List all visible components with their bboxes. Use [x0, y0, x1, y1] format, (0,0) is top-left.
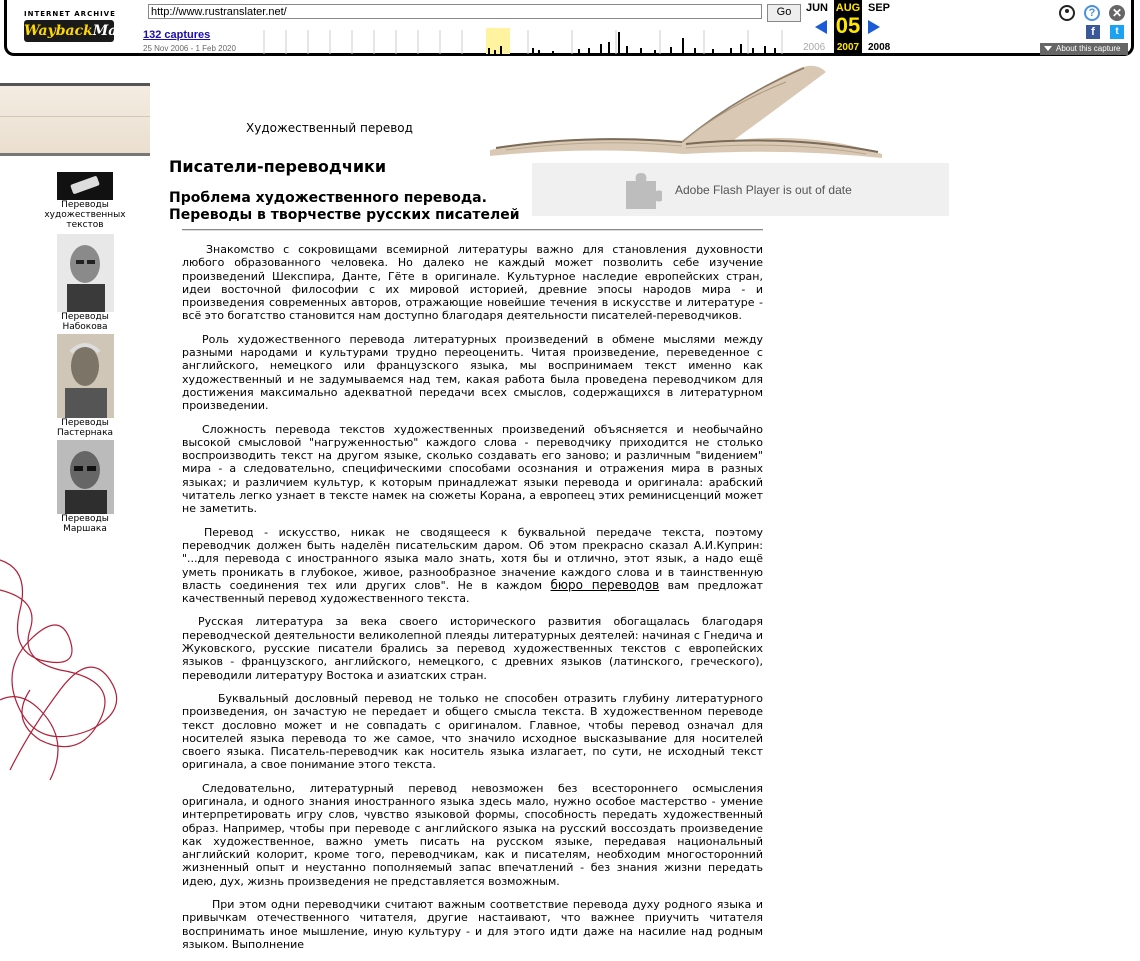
flash-message: Adobe Flash Player is out of date [675, 183, 852, 197]
sidebar [40, 172, 130, 534]
logo-caption: INTERNET ARCHIVE [24, 10, 116, 18]
wayback-logo[interactable] [24, 10, 161, 46]
marshak-portrait [57, 440, 114, 514]
prev-year: 2006 [803, 42, 826, 53]
divider [182, 229, 763, 231]
article-paragraph: Роль художественного перевода литературных произведений в обмене мыслями между разными народами и культурами трудно переоценить. Читая произведение, переведенное с английского, немецкого или французского языка, мы воспринимаем текст именно как художественный и не задумываемся над тем, какая работа была проведена переводчиком для достижения максимально адекватной передачи всех смыслов, содержащихся в литературном произведении. [182, 332, 763, 413]
pasternak-portrait [57, 334, 114, 418]
article-paragraph: Русская литература за века своего исторического развития обогащалась благодаря переводческой деятельности великолепной плеяды литературных деятелей: начиная с Гнедича и Жуковского, русские писатели брались за перевод художественных текстов с европейских языков - французского, английского, немецкого, с древних языков (латинского, греческого), переводили литературу Востока и азиатских стран. [182, 615, 763, 682]
current-year: 2007 [836, 42, 860, 53]
url-input[interactable]: http://www.rustranslater.net/ [148, 4, 762, 19]
article-paragraph: При этом одни переводчики считают важным соответствие перевода духу родного языка и привычкам отечественного читателя, другие настаивают, что важнее приучить читателя воспринимать иное мышление, иную культуру - и для этого идти даже на насилие над родным языком. Выполнение [182, 898, 763, 951]
section-label: Художественный перевод [246, 121, 413, 135]
article-paragraph: Буквальный дословный перевод не только не способен отразить глубину литературного произведения, он зачастую не передает и общего смысла текста. В художественном переводе текст дословно может и не совпадать с оригиналом. Главное, чтобы перевод означал для носителей языка перевода то же самое, что значило исходное высказывание для носителей своего языка. Писатель-переводчик как носитель языка излагает, по сути, не исходный текст оригинала, а свое понимание этого текста. [182, 691, 763, 772]
red-thread-decoration [0, 550, 130, 790]
sidebar-item-nabokov[interactable]: Переводы Набокова [40, 234, 130, 332]
next-month-link[interactable]: SEP [868, 2, 891, 14]
sidebar-item-pasternak[interactable]: Переводы Пастернака [40, 334, 130, 438]
about-capture-link[interactable]: About this capture [1040, 43, 1128, 55]
article-paragraph: Перевод - искусство, никак не сводящееся к буквальной передаче текста, поэтому переводчик должен быть наделён писательским даром. Об этом прекрасно сказал А.И.Куприн: "...для перевода с иностранного языка мало знать, хотя бы и отлично, этот язык, а надо ещё уметь проникать в глубокое, живое, разнообразное значение каждого слова и в таинственную власть соединения тех или других слов". Не в каждом бюро переводов вам предложат качественный перевод художественного текста. [182, 525, 763, 606]
article-paragraph: Следовательно, литературный перевод невозможен без всестороннего осмысления оригинала, и одного знания иностранного языка здесь мало, нужно особое мастерство - умение интерпретировать игру слов, чувство языковой формы, способность передать художественный образ. Например, чтобы при переводе с английского языка на русский воссоздать произведение как художественное, важно уметь писать на русском языке, передавая национальный английский колорит, кроме того, переводчикам, как и писателям, необходим многосторонний жизненный опыт и неустанно пополняемый запас впечатлений - без знания жизни передать идею, дух, жизнь произведения не представляется возможным. [182, 781, 763, 888]
article-paragraph: Знакомство с сокровищами всемирной литературы важно для становления духовности любого образованного человека. Но далеко не каждый может позволить себе изучение произведений Шекспира, Данте, Гёте в оригинале. Культурное наследие европейских стран, идеи восточной философии с их мировой историей, древние эпосы народов мира - и произведения современных авторов, отражающие новейшие течения в искусстве и литературе - всё это богатство становится нам доступно благодаря деятельности писателей-переводчиков. [182, 243, 763, 323]
facebook-icon[interactable]: f [1086, 25, 1100, 39]
user-icon[interactable] [1059, 5, 1075, 21]
feather-pen-image [57, 172, 113, 200]
translation-bureau-link[interactable]: бюро переводов [550, 577, 660, 592]
caret-down-icon [1044, 46, 1052, 51]
sidebar-item-artistic-translation[interactable]: Переводы художественных текстов [40, 172, 130, 230]
twitter-icon[interactable]: t [1110, 25, 1124, 39]
plugin-puzzle-icon [622, 169, 662, 209]
current-month: AUG [835, 2, 861, 14]
next-year-link[interactable]: 2008 [868, 42, 891, 53]
page-title: Писатели-переводчики [169, 157, 387, 176]
go-button[interactable]: Go [767, 4, 801, 22]
article-body [182, 243, 763, 961]
nabokov-portrait [57, 234, 114, 312]
current-day: 05 [835, 13, 861, 38]
prev-month-link[interactable]: JUN [806, 2, 829, 14]
close-icon[interactable]: ✕ [1109, 5, 1125, 21]
captures-link[interactable]: 132 captures [143, 29, 211, 41]
article-paragraph: Сложность перевода текстов художественных произведений объясняется и необычайно высокой смысловой "нагруженностью" каждого слова - переводчику приходится не столько воспроизводить текст на другом языке, сколько создавать его заново; и различным "видением" мира - а следовательно, специфическими способами осознания и отражения мира в разных языках; и различием культур, к которым принадлежат языки перевода и оригинала: арабский читатель легко узнает в тексте намек на сюжеты Корана, а европеец этих реминисценций может не заметить. [182, 422, 763, 516]
capture-sparkline[interactable] [242, 26, 798, 54]
sidebar-item-marshak[interactable]: Переводы Маршака [40, 440, 130, 534]
closed-book-image [0, 83, 150, 156]
logo-wordmark: WaybackMachine [24, 20, 114, 42]
prev-capture-arrow-icon[interactable] [815, 20, 827, 34]
page-subtitle: Проблема художественного перевода. Переводы в творчестве русских писателей [169, 190, 520, 223]
flash-placeholder[interactable] [532, 163, 949, 216]
next-capture-arrow-icon[interactable] [868, 20, 880, 34]
capture-range: 25 Nov 2006 - 1 Feb 2020 [143, 44, 236, 53]
wayback-toolbar [0, 0, 1140, 62]
help-icon[interactable]: ? [1084, 5, 1100, 21]
open-book-image [486, 62, 886, 158]
